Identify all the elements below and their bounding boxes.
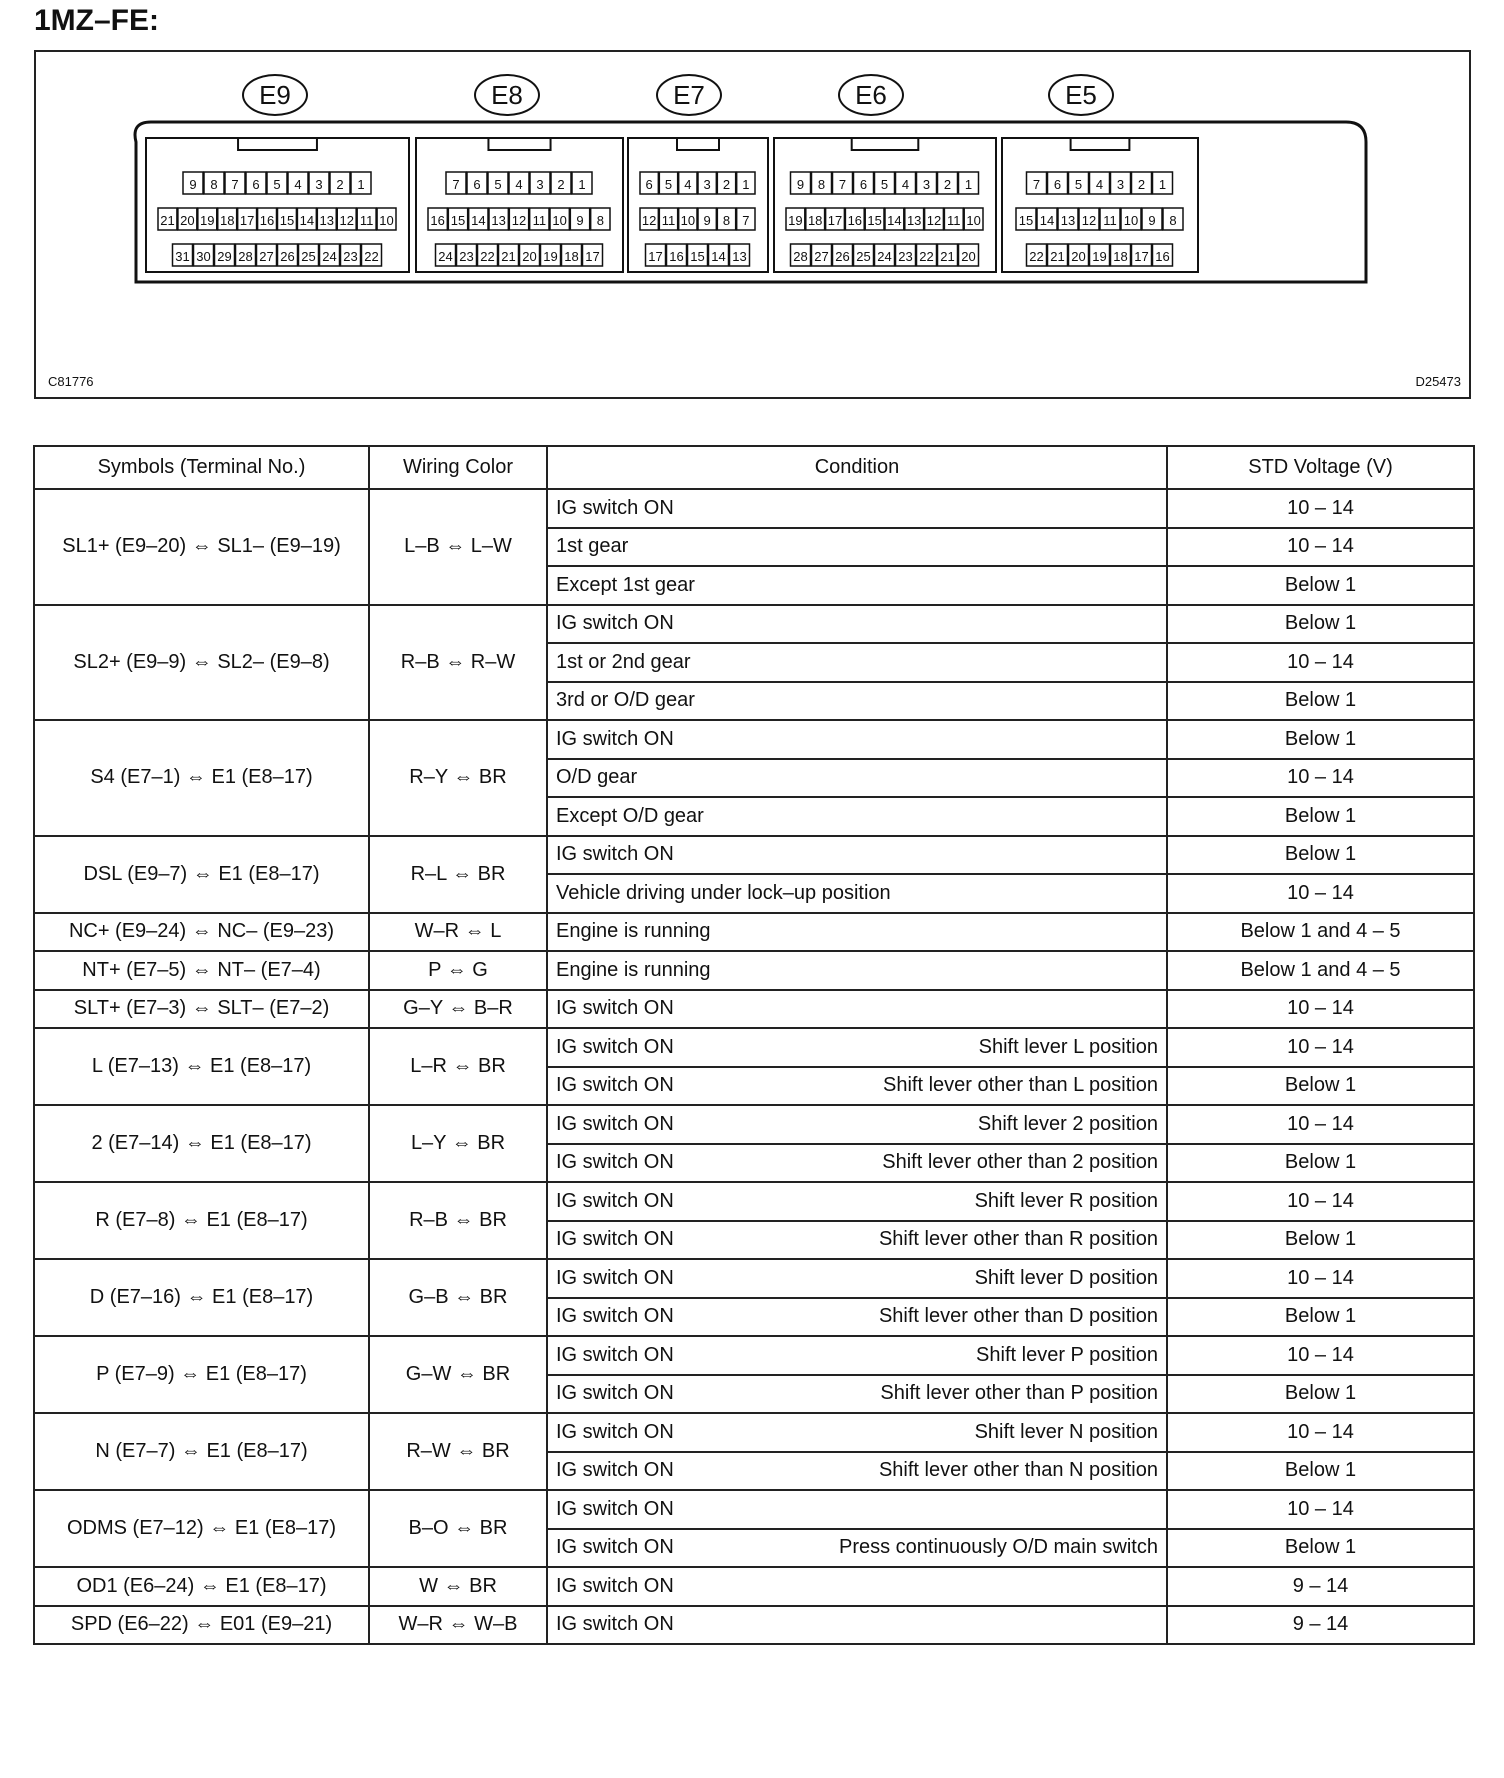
pin-number: 4: [294, 177, 302, 192]
pin-number: 4: [515, 177, 523, 192]
condition-cell: [547, 1413, 1167, 1452]
pin-number: 1: [578, 177, 586, 192]
terminal-symbol: NC+ (E9–24) ⇔ NC– (E9–23): [34, 913, 369, 952]
pin-number: 25: [856, 249, 871, 264]
pin-number: 6: [252, 177, 260, 192]
pin-number: 19: [200, 213, 215, 228]
figure-code-right: D25473: [1415, 374, 1461, 389]
condition-detail: Shift lever D position: [974, 1266, 1158, 1289]
wiring-color: G–Y ⇔ B–R: [369, 990, 547, 1029]
condition-text: IG switch ON: [556, 1536, 674, 1559]
table-row: [34, 1259, 1474, 1298]
condition-text: IG switch ON: [556, 496, 674, 519]
condition-text: IG switch ON: [556, 843, 674, 866]
pin-number: 10: [379, 213, 394, 228]
condition-cell: [547, 1529, 1167, 1568]
pin-number: 3: [922, 177, 931, 192]
condition-text: IG switch ON: [556, 1305, 674, 1328]
table-row: [34, 1028, 1474, 1067]
std-voltage: Below 1: [1167, 836, 1474, 875]
pin-number: 15: [690, 249, 705, 264]
table-row: [34, 605, 1474, 644]
pin-number: 20: [180, 213, 195, 228]
condition-text: Vehicle driving under lock–up position: [556, 881, 891, 904]
pin-number: 4: [901, 177, 910, 192]
condition-cell: [547, 797, 1167, 836]
condition-cell: [547, 1105, 1167, 1144]
pin-number: 8: [817, 177, 826, 192]
connector-e7: [628, 138, 768, 272]
connector-label-e5: E5: [1048, 74, 1114, 116]
condition-cell: [547, 1336, 1167, 1375]
pin-number: 7: [1032, 177, 1041, 192]
pin-number: 13: [1060, 213, 1076, 228]
std-voltage: Below 1 and 4 – 5: [1167, 951, 1474, 990]
wiring-color: R–L ⇔ BR: [369, 836, 547, 913]
pin-number: 17: [585, 249, 600, 264]
terminal-symbol: R (E7–8) ⇔ E1 (E8–17): [34, 1182, 369, 1259]
condition-text: IG switch ON: [556, 1574, 674, 1597]
pin-number: 19: [543, 249, 558, 264]
std-voltage: 10 – 14: [1167, 1336, 1474, 1375]
connector-e8: [416, 138, 623, 272]
pin-number: 5: [880, 177, 889, 192]
condition-cell: [547, 1452, 1167, 1491]
terminal-symbol: N (E7–7) ⇔ E1 (E8–17): [34, 1413, 369, 1490]
std-voltage: Below 1: [1167, 797, 1474, 836]
pin-number: 8: [210, 177, 218, 192]
pin-number: 11: [661, 213, 676, 228]
condition-text: IG switch ON: [556, 1035, 674, 1058]
pin-number: 9: [703, 213, 711, 228]
pin-number: 9: [796, 177, 805, 192]
pin-number: 16: [669, 249, 684, 264]
pin-number: 1: [742, 177, 750, 192]
condition-cell: [547, 605, 1167, 644]
std-voltage: Below 1: [1167, 566, 1474, 605]
pin-number: 1: [357, 177, 365, 192]
pin-number: 8: [722, 213, 731, 228]
terminal-symbol: 2 (E7–14) ⇔ E1 (E8–17): [34, 1105, 369, 1182]
pin-number: 23: [343, 249, 358, 264]
pin-number: 16: [430, 213, 445, 228]
pin-number: 10: [1123, 213, 1139, 228]
condition-text: IG switch ON: [556, 727, 674, 750]
std-voltage: Below 1: [1167, 1298, 1474, 1337]
condition-text: Except 1st gear: [556, 573, 695, 596]
pin-number: 21: [501, 249, 516, 264]
std-voltage: 10 – 14: [1167, 1105, 1474, 1144]
condition-cell: [547, 1490, 1167, 1529]
condition-cell: [547, 1298, 1167, 1337]
pin-number: 10: [680, 213, 696, 228]
std-voltage: 10 – 14: [1167, 759, 1474, 798]
condition-text: IG switch ON: [556, 1382, 674, 1405]
pin-number: 24: [438, 249, 453, 264]
condition-cell: [547, 1375, 1167, 1414]
condition-text: O/D gear: [556, 766, 638, 789]
table-row: [34, 951, 1474, 990]
pin-number: 12: [339, 213, 354, 228]
condition-cell: [547, 1144, 1167, 1183]
condition-text: IG switch ON: [556, 1189, 674, 1212]
pin-number: 15: [279, 213, 295, 228]
condition-text: IG switch ON: [556, 1074, 674, 1097]
terminal-symbol: S4 (E7–1) ⇔ E1 (E8–17): [34, 720, 369, 836]
wiring-color: L–R ⇔ BR: [369, 1028, 547, 1105]
std-voltage: 10 – 14: [1167, 528, 1474, 567]
condition-text: Engine is running: [556, 958, 711, 981]
condition-cell: [547, 1067, 1167, 1106]
wiring-color: R–W ⇔ BR: [369, 1413, 547, 1490]
condition-text: Except O/D gear: [556, 804, 704, 827]
condition-cell: [547, 489, 1167, 528]
condition-detail: Press continuously O/D main switch: [838, 1536, 1158, 1559]
connector-label-e6: E6: [838, 74, 904, 116]
condition-detail: Shift lever other than P position: [880, 1382, 1158, 1405]
condition-detail: Shift lever other than N position: [878, 1459, 1158, 1482]
std-voltage: 10 – 14: [1167, 1259, 1474, 1298]
pin-number: 9: [1148, 213, 1156, 228]
pin-number: 6: [1053, 177, 1062, 192]
pin-number: 15: [867, 213, 882, 228]
pin-number: 31: [175, 249, 190, 264]
condition-cell: [547, 874, 1167, 913]
condition-text: IG switch ON: [556, 1228, 674, 1251]
header-condition: Condition: [547, 446, 1167, 489]
std-voltage: Below 1 and 4 – 5: [1167, 913, 1474, 952]
pin-number: 24: [877, 249, 892, 264]
condition-cell: [547, 1606, 1167, 1645]
std-voltage: 10 – 14: [1167, 643, 1474, 682]
table-header-row: [34, 446, 1474, 489]
std-voltage: Below 1: [1167, 1221, 1474, 1260]
connector-label-e7: E7: [656, 74, 722, 116]
condition-cell: [547, 1182, 1167, 1221]
std-voltage: 10 – 14: [1167, 489, 1474, 528]
std-voltage: Below 1: [1167, 1452, 1474, 1491]
pin-number: 2: [943, 177, 952, 192]
pin-number: 3: [1116, 177, 1125, 192]
pin-number: 13: [732, 249, 747, 264]
pin-number: 12: [926, 213, 942, 228]
std-voltage: Below 1: [1167, 1067, 1474, 1106]
pin-number: 9: [576, 213, 584, 228]
pin-number: 23: [898, 249, 913, 264]
std-voltage: 10 – 14: [1167, 990, 1474, 1029]
condition-cell: [547, 990, 1167, 1029]
pin-number: 17: [239, 213, 255, 228]
terminal-voltage-table: [33, 445, 1475, 1645]
connector-e5: [1002, 138, 1198, 272]
condition-text: IG switch ON: [556, 1343, 674, 1366]
std-voltage: 10 – 14: [1167, 874, 1474, 913]
condition-detail: Shift lever other than D position: [878, 1305, 1158, 1328]
table-row: [34, 913, 1474, 952]
pin-number: 16: [1155, 249, 1170, 264]
pin-number: 5: [1074, 177, 1083, 192]
terminal-symbol: ODMS (E7–12) ⇔ E1 (E8–17): [34, 1490, 369, 1567]
pin-number: 7: [231, 177, 239, 192]
pin-number: 8: [596, 213, 604, 228]
condition-cell: [547, 913, 1167, 952]
condition-cell: [547, 759, 1167, 798]
pin-number: 12: [511, 213, 527, 228]
table-row: [34, 1606, 1474, 1645]
wiring-color: L–Y ⇔ BR: [369, 1105, 547, 1182]
pin-number: 2: [336, 177, 344, 192]
pin-number: 5: [494, 177, 502, 192]
table-row: [34, 1413, 1474, 1452]
terminal-symbol: SPD (E6–22) ⇔ E01 (E9–21): [34, 1606, 369, 1645]
pin-number: 26: [835, 249, 850, 264]
wiring-color: B–O ⇔ BR: [369, 1490, 547, 1567]
condition-cell: [547, 951, 1167, 990]
terminal-symbol: OD1 (E6–24) ⇔ E1 (E8–17): [34, 1567, 369, 1606]
std-voltage: Below 1: [1167, 605, 1474, 644]
terminal-symbol: SL2+ (E9–9) ⇔ SL2– (E9–8): [34, 605, 369, 721]
pin-number: 2: [557, 177, 565, 192]
pin-number: 27: [259, 249, 274, 264]
pin-number: 17: [1134, 249, 1149, 264]
connector-label-e8: E8: [474, 74, 540, 116]
wiring-color: R–B ⇔ BR: [369, 1182, 547, 1259]
pin-number: 20: [1071, 249, 1086, 264]
std-voltage: Below 1: [1167, 720, 1474, 759]
pin-number: 19: [1092, 249, 1107, 264]
wiring-color: R–B ⇔ R–W: [369, 605, 547, 721]
condition-cell: [547, 1028, 1167, 1067]
pin-number: 30: [196, 249, 211, 264]
pin-number: 13: [491, 213, 506, 228]
condition-text: IG switch ON: [556, 1266, 674, 1289]
pin-number: 13: [906, 213, 922, 228]
table-row: [34, 1336, 1474, 1375]
pin-number: 10: [966, 213, 981, 228]
pin-number: 14: [471, 213, 486, 228]
table-row: [34, 990, 1474, 1029]
condition-cell: [547, 528, 1167, 567]
pin-number: 1: [964, 177, 973, 192]
pin-number: 25: [301, 249, 316, 264]
std-voltage: 10 – 14: [1167, 1413, 1474, 1452]
condition-detail: Shift lever N position: [974, 1420, 1158, 1443]
std-voltage: Below 1: [1167, 1375, 1474, 1414]
pin-number: 11: [532, 213, 547, 228]
pin-number: 27: [814, 249, 829, 264]
pin-number: 15: [450, 213, 466, 228]
std-voltage: 9 – 14: [1167, 1567, 1474, 1606]
pin-number: 17: [827, 213, 843, 228]
pin-number: 16: [847, 213, 863, 228]
condition-detail: Shift lever L position: [978, 1035, 1158, 1058]
pin-number: 28: [238, 249, 253, 264]
header-std-voltage: STD Voltage (V): [1167, 446, 1474, 489]
wiring-color: G–B ⇔ BR: [369, 1259, 547, 1336]
table-row: [34, 1567, 1474, 1606]
condition-text: IG switch ON: [556, 1497, 674, 1520]
condition-text: IG switch ON: [556, 997, 674, 1020]
pin-number: 12: [1081, 213, 1097, 228]
std-voltage: 9 – 14: [1167, 1606, 1474, 1645]
pin-number: 23: [459, 249, 474, 264]
pin-number: 3: [703, 177, 711, 192]
pin-number: 18: [564, 249, 579, 264]
pin-number: 18: [219, 213, 235, 228]
connector-label-e9: E9: [242, 74, 308, 116]
pin-number: 7: [452, 177, 460, 192]
wiring-color: W–R ⇔ W–B: [369, 1606, 547, 1645]
condition-text: 1st or 2nd gear: [556, 650, 691, 673]
pin-number: 5: [664, 177, 673, 192]
wiring-color: L–B ⇔ L–W: [369, 489, 547, 605]
pin-number: 7: [838, 177, 847, 192]
pin-number: 11: [947, 213, 961, 228]
wiring-color: P ⇔ G: [369, 951, 547, 990]
pin-number: 28: [793, 249, 808, 264]
condition-detail: Shift lever R position: [974, 1189, 1158, 1212]
pin-number: 21: [940, 249, 955, 264]
pin-number: 22: [919, 249, 934, 264]
pin-number: 4: [1095, 177, 1104, 192]
pin-number: 22: [480, 249, 495, 264]
pin-number: 21: [160, 213, 175, 228]
pin-number: 10: [552, 213, 567, 228]
condition-cell: [547, 643, 1167, 682]
pin-number: 29: [217, 249, 232, 264]
pin-number: 13: [319, 213, 335, 228]
terminal-symbol: D (E7–16) ⇔ E1 (E8–17): [34, 1259, 369, 1336]
table-row: [34, 836, 1474, 875]
pin-number: 18: [1113, 249, 1128, 264]
pin-number: 14: [1039, 213, 1055, 228]
condition-detail: Shift lever 2 position: [977, 1112, 1158, 1135]
pin-number: 4: [684, 177, 692, 192]
wiring-color: W–R ⇔ L: [369, 913, 547, 952]
condition-text: IG switch ON: [556, 1459, 674, 1482]
condition-cell: [547, 720, 1167, 759]
pin-number: 9: [189, 177, 197, 192]
pin-number: 2: [722, 177, 731, 192]
std-voltage: Below 1: [1167, 1144, 1474, 1183]
table-row: [34, 1182, 1474, 1221]
std-voltage: Below 1: [1167, 682, 1474, 721]
condition-cell: [547, 1259, 1167, 1298]
std-voltage: 10 – 14: [1167, 1182, 1474, 1221]
condition-text: Engine is running: [556, 920, 711, 943]
terminal-symbol: P (E7–9) ⇔ E1 (E8–17): [34, 1336, 369, 1413]
wiring-color: G–W ⇔ BR: [369, 1336, 547, 1413]
condition-text: 3rd or O/D gear: [556, 689, 695, 712]
terminal-symbol: SL1+ (E9–20) ⇔ SL1– (E9–19): [34, 489, 369, 605]
page-title: 1MZ–FE:: [34, 4, 160, 37]
condition-detail: Shift lever other than 2 position: [882, 1151, 1158, 1174]
wiring-color: R–Y ⇔ BR: [369, 720, 547, 836]
pin-number: 6: [645, 177, 653, 192]
connector-diagram: [34, 50, 1471, 399]
pin-number: 19: [788, 213, 803, 228]
pin-number: 20: [961, 249, 976, 264]
pin-number: 17: [648, 249, 663, 264]
condition-detail: Shift lever P position: [976, 1343, 1158, 1366]
pin-number: 24: [322, 249, 337, 264]
std-voltage: Below 1: [1167, 1529, 1474, 1568]
condition-cell: [547, 836, 1167, 875]
condition-cell: [547, 682, 1167, 721]
condition-cell: [547, 566, 1167, 605]
condition-detail: Shift lever other than L position: [883, 1074, 1158, 1097]
pin-number: 22: [364, 249, 379, 264]
pin-number: 2: [1137, 177, 1146, 192]
condition-text: IG switch ON: [556, 1112, 674, 1135]
terminal-symbol: DSL (E9–7) ⇔ E1 (E8–17): [34, 836, 369, 913]
table-row: [34, 1105, 1474, 1144]
pin-number: 20: [522, 249, 537, 264]
pin-number: 14: [299, 213, 315, 228]
pin-number: 18: [807, 213, 823, 228]
terminal-symbol: L (E7–13) ⇔ E1 (E8–17): [34, 1028, 369, 1105]
table-row: [34, 489, 1474, 528]
header-symbols: Symbols (Terminal No.): [34, 446, 369, 489]
std-voltage: 10 – 14: [1167, 1490, 1474, 1529]
wiring-color: W ⇔ BR: [369, 1567, 547, 1606]
pin-number: 8: [1169, 213, 1177, 228]
pin-number: 22: [1029, 249, 1044, 264]
pin-number: 15: [1018, 213, 1034, 228]
terminal-symbol: SLT+ (E7–3) ⇔ SLT– (E7–2): [34, 990, 369, 1029]
condition-cell: [547, 1221, 1167, 1260]
pin-number: 3: [536, 177, 544, 192]
pin-number: 3: [315, 177, 323, 192]
pin-number: 21: [1050, 249, 1065, 264]
table-row: [34, 720, 1474, 759]
condition-text: IG switch ON: [556, 1420, 674, 1443]
pin-number: 11: [359, 213, 374, 228]
connector-e9: [146, 138, 409, 272]
pin-number: 7: [742, 213, 750, 228]
condition-text: IG switch ON: [556, 612, 674, 635]
pin-number: 12: [641, 213, 657, 228]
terminal-symbol: NT+ (E7–5) ⇔ NT– (E7–4): [34, 951, 369, 990]
pin-number: 1: [1158, 177, 1167, 192]
pin-number: 14: [711, 249, 726, 264]
pin-number: 5: [273, 177, 281, 192]
table-row: [34, 1490, 1474, 1529]
condition-detail: Shift lever other than R position: [878, 1228, 1158, 1251]
pin-number: 6: [473, 177, 481, 192]
connector-e6: [774, 138, 996, 272]
pin-number: 26: [280, 249, 295, 264]
figure-code-left: C81776: [48, 374, 94, 389]
condition-text: 1st gear: [556, 535, 629, 558]
pin-number: 11: [1103, 213, 1117, 228]
pin-number: 6: [859, 177, 868, 192]
condition-text: IG switch ON: [556, 1613, 674, 1636]
pin-number: 14: [887, 213, 902, 228]
header-wiring-color: Wiring Color: [369, 446, 547, 489]
condition-cell: [547, 1567, 1167, 1606]
pin-number: 16: [259, 213, 275, 228]
std-voltage: 10 – 14: [1167, 1028, 1474, 1067]
condition-text: IG switch ON: [556, 1151, 674, 1174]
